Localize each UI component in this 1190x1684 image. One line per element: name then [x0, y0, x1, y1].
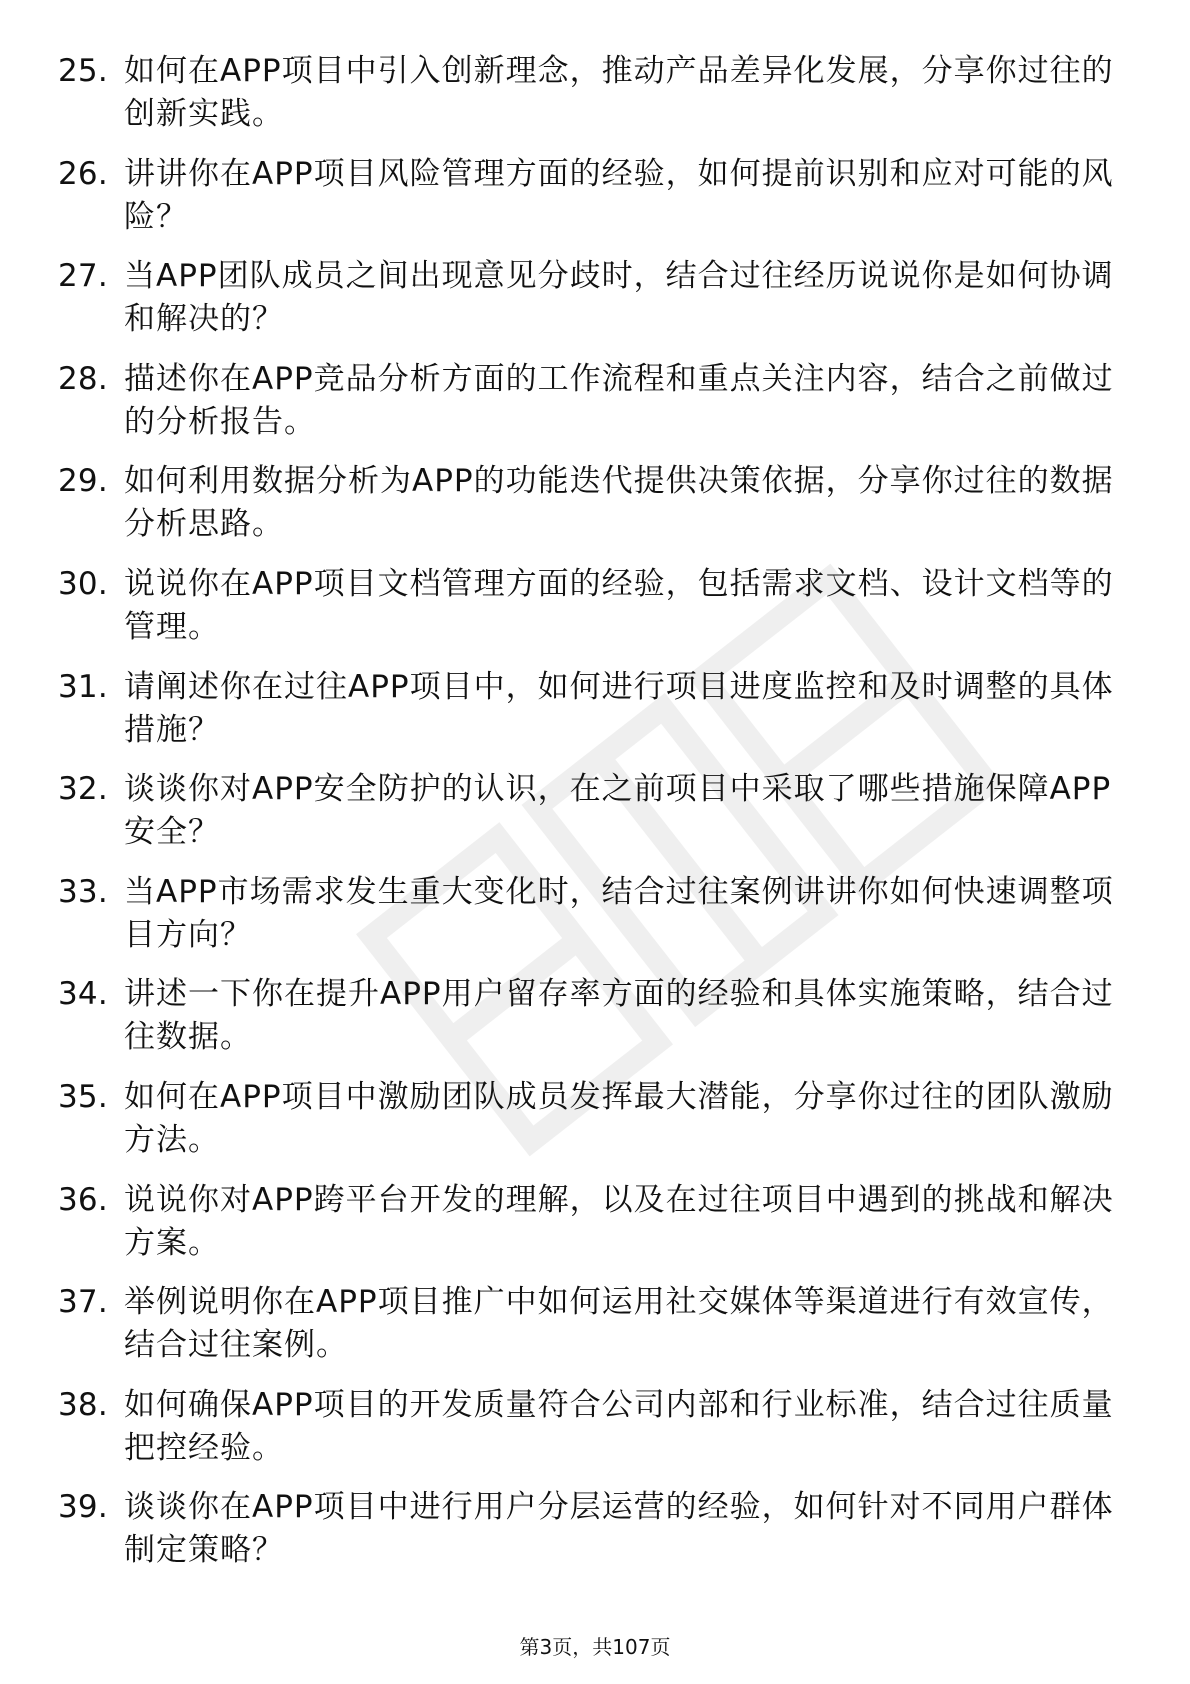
question-number: 30.: [58, 565, 108, 602]
question-number: 34.: [58, 976, 108, 1013]
question-text: 当APP团队成员之间出现意见分歧时，结合过往经历说说你是如何协调和解决的？: [124, 258, 1114, 338]
question-text: 当APP市场需求发生重大变化时，结合过往案例讲讲你如何快速调整项目方向？: [124, 873, 1114, 953]
question-text: 谈谈你在APP项目中进行用户分层运营的经验，如何针对不同用户群体制定策略？: [124, 1489, 1114, 1569]
question-number: 33.: [58, 873, 108, 910]
question-item: [58, 666, 1118, 769]
question-text: 讲述一下你在提升APP用户留存率方面的经验和具体实施策略，结合过往数据。: [124, 976, 1114, 1056]
question-item: [58, 1179, 1118, 1282]
question-item: [58, 1384, 1118, 1487]
question-text: 举例说明你在APP项目推广中如何运用社交媒体等渠道进行有效宣传，结合过往案例。: [124, 1284, 1114, 1364]
question-number: 39.: [58, 1489, 108, 1526]
question-item: [58, 460, 1118, 563]
question-item: [58, 1281, 1118, 1384]
question-text: 如何确保APP项目的开发质量符合公司内部和行业标准，结合过往质量把控经验。: [124, 1386, 1114, 1466]
question-number: 25.: [58, 53, 108, 89]
question-item: [58, 153, 1118, 256]
question-text: 如何在APP项目中引入创新理念，推动产品差异化发展，分享你过往的创新实践。: [124, 53, 1114, 132]
question-number: 37.: [58, 1284, 108, 1321]
question-text: 说说你在APP项目文档管理方面的经验，包括需求文档、设计文档等的管理。: [124, 565, 1114, 645]
question-item: [58, 563, 1118, 666]
question-text: 讲讲你在APP项目风险管理方面的经验，如何提前识别和应对可能的风险？: [124, 155, 1114, 235]
question-number: 38.: [58, 1386, 108, 1423]
question-item: [58, 973, 1118, 1076]
question-number: 27.: [58, 258, 108, 295]
question-number: 31.: [58, 668, 108, 705]
question-item: [58, 768, 1118, 871]
question-list: [58, 50, 1118, 1589]
question-item: [58, 1486, 1118, 1589]
question-item: [58, 1076, 1118, 1179]
question-number: 36.: [58, 1181, 108, 1218]
question-text: 如何利用数据分析为APP的功能迭代提供决策依据，分享你过往的数据分析思路。: [124, 463, 1114, 543]
question-item: [58, 255, 1118, 358]
question-number: 26.: [58, 155, 108, 192]
question-number: 35.: [58, 1078, 108, 1115]
question-text: 说说你对APP跨平台开发的理解，以及在过往项目中遇到的挑战和解决方案。: [124, 1181, 1114, 1261]
page-number: 第3页，共107页: [519, 1635, 671, 1659]
question-text: 如何在APP项目中激励团队成员发挥最大潜能，分享你过往的团队激励方法。: [124, 1078, 1114, 1158]
question-text: 请阐述你在过往APP项目中，如何进行项目进度监控和及时调整的具体措施？: [124, 668, 1114, 748]
question-item: [58, 50, 1118, 153]
question-item: [58, 358, 1118, 461]
question-number: 28.: [58, 360, 108, 397]
question-number: 29.: [58, 463, 108, 500]
question-text: 描述你在APP竞品分析方面的工作流程和重点关注内容，结合之前做过的分析报告。: [124, 360, 1114, 440]
question-item: [58, 871, 1118, 974]
question-number: 32.: [58, 771, 108, 808]
question-text: 谈谈你对APP安全防护的认识，在之前项目中采取了哪些措施保障APP安全？: [124, 771, 1112, 851]
